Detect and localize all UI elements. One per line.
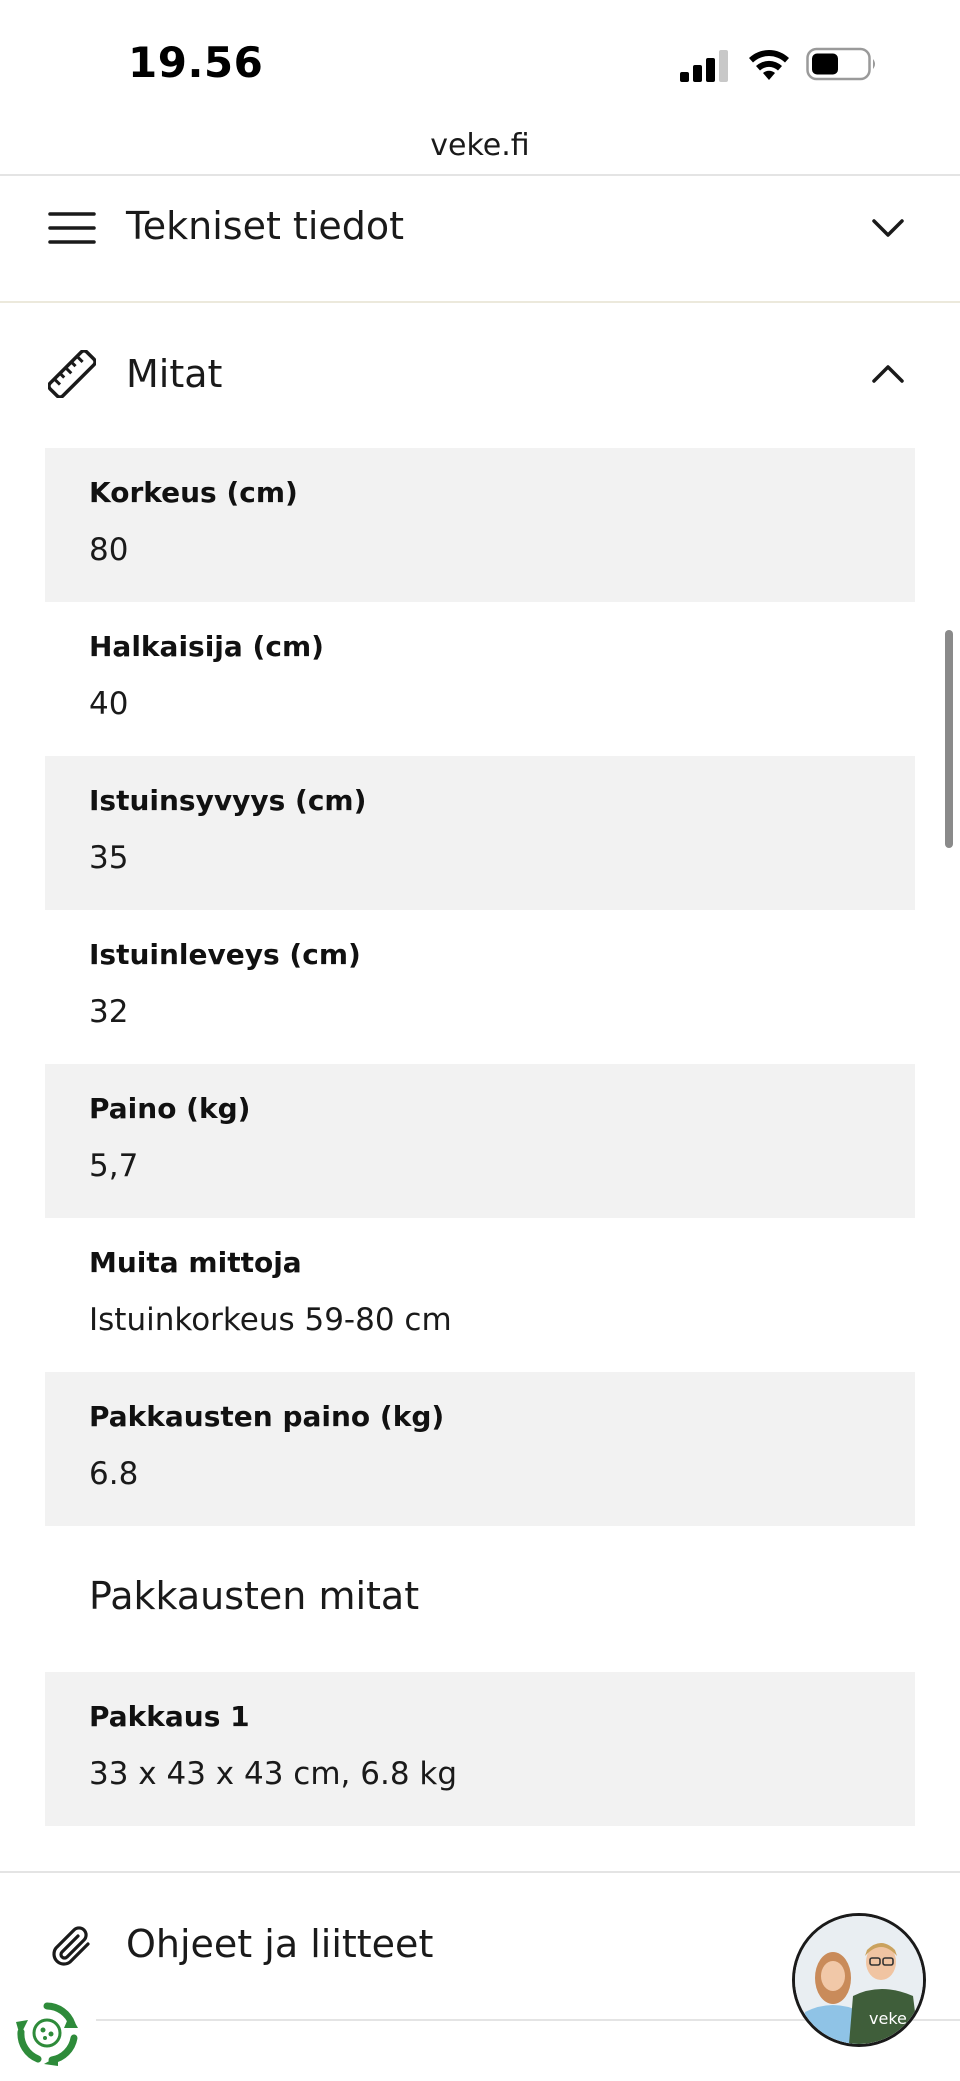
spec-label: Korkeus (cm) <box>89 476 298 509</box>
packages-heading: Pakkausten mitat <box>89 1574 420 1618</box>
spec-value: 40 <box>89 686 129 722</box>
wifi-icon <box>746 46 792 82</box>
spec-row <box>45 602 915 756</box>
battery-icon <box>806 46 878 82</box>
divider <box>0 301 960 303</box>
spec-label: Muita mittoja <box>89 1246 302 1279</box>
chat-avatar-button[interactable] <box>792 1913 926 2047</box>
package-value: 33 x 43 x 43 cm, 6.8 kg <box>89 1756 458 1792</box>
section-attachments-title: Ohjeet ja liitteet <box>126 1922 434 1966</box>
menu-lines-icon <box>48 204 96 252</box>
spec-value: Istuinkorkeus 59-80 cm <box>89 1302 452 1338</box>
spec-label: Istuinleveys (cm) <box>89 938 361 971</box>
ruler-icon <box>48 350 96 398</box>
spec-label: Halkaisija (cm) <box>89 630 324 663</box>
package-label: Pakkaus 1 <box>89 1700 250 1733</box>
scrollbar[interactable] <box>945 630 953 848</box>
spec-value: 32 <box>89 994 129 1030</box>
status-bar <box>0 0 960 120</box>
section-technical-title: Tekniset tiedot <box>126 204 405 248</box>
spec-value: 6.8 <box>89 1456 139 1492</box>
spec-row <box>45 910 915 1064</box>
spec-row <box>45 756 915 910</box>
spec-label: Paino (kg) <box>89 1092 251 1125</box>
spec-row <box>45 1372 915 1526</box>
avatar <box>795 1916 923 2044</box>
divider <box>0 1871 960 1873</box>
spec-value: 80 <box>89 532 129 568</box>
spec-row <box>45 448 915 602</box>
spec-row <box>45 1218 915 1372</box>
url-label[interactable]: veke.fi <box>430 128 530 163</box>
spec-row <box>45 1064 915 1218</box>
divider <box>0 174 960 176</box>
paperclip-icon <box>48 1922 96 1970</box>
eco-recycle-icon[interactable] <box>14 2000 80 2066</box>
chevron-down-icon[interactable] <box>868 208 908 248</box>
package-row <box>45 1672 915 1826</box>
section-technical-header[interactable] <box>0 178 960 278</box>
status-time: 19.56 <box>128 38 264 87</box>
section-dimensions-header[interactable] <box>0 326 960 426</box>
chevron-up-icon[interactable] <box>868 354 908 394</box>
spec-value: 35 <box>89 840 129 876</box>
spec-label: Pakkausten paino (kg) <box>89 1400 445 1433</box>
spec-label: Istuinsyvyys (cm) <box>89 784 367 817</box>
section-dimensions-title: Mitat <box>126 352 223 396</box>
avatar-logo: veke <box>869 2009 907 2028</box>
spec-value: 5,7 <box>89 1148 139 1184</box>
signal-icon <box>680 50 730 82</box>
